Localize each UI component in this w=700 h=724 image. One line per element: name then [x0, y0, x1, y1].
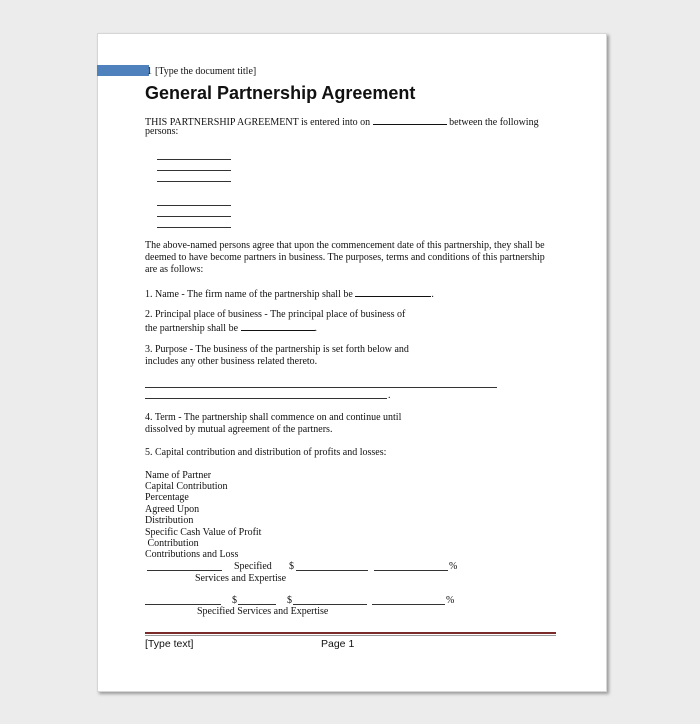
person-blank[interactable] [157, 205, 231, 206]
amount-blank[interactable] [238, 604, 276, 605]
dollar-sign: $ [287, 595, 292, 606]
specified-label: Specified [234, 561, 272, 572]
footer-rule [145, 632, 556, 634]
purpose-blank[interactable] [145, 398, 387, 399]
purpose-blank[interactable] [145, 387, 497, 388]
intro-line-2: persons: [145, 126, 179, 137]
header-accent-bar [97, 65, 149, 76]
item-capital-line: 5. Capital contribution and distribution of profits and losses: [145, 447, 387, 458]
item-place-line-2 [145, 321, 317, 334]
paragraph-line: are as follows: [145, 264, 204, 275]
period: . [431, 289, 434, 300]
paragraph-line: The above-named persons agree that upon the commencement date of this partnership, they shall be [145, 240, 545, 251]
intro-line-1 [145, 115, 539, 128]
dollar-sign: $ [232, 595, 237, 606]
period: . [314, 323, 318, 334]
person-blank[interactable] [157, 227, 231, 228]
person-blank[interactable] [157, 181, 231, 182]
column-label: Specific Cash Value of Profit [145, 527, 262, 538]
amount-blank[interactable] [296, 570, 368, 571]
partner-name-blank[interactable] [147, 570, 222, 571]
person-blank[interactable] [157, 159, 231, 160]
column-label: Capital Contribution [145, 481, 228, 492]
header-number: 1 [147, 66, 152, 77]
partner-name-blank[interactable] [145, 604, 221, 605]
percent-sign: % [446, 595, 455, 606]
amount-blank[interactable] [293, 604, 367, 605]
place-blank[interactable] [241, 321, 315, 331]
footer-rule-thin [145, 635, 556, 636]
intro-text-a: THIS PARTNERSHIP AGREEMENT is entered into on [145, 117, 371, 128]
dollar-sign: $ [289, 561, 294, 572]
page-title: General Partnership Agreement [145, 83, 416, 103]
item-name [145, 287, 434, 300]
paragraph-line: deemed to have become partners in business. The purposes, terms and conditions of this partnership [145, 252, 545, 263]
item-place-text: the partnership shall be [145, 323, 239, 334]
row-sub-label: Specified Services and Expertise [197, 606, 329, 617]
intro-text-b: between the following [449, 117, 539, 128]
period: . [388, 390, 391, 401]
item-purpose-line-2: includes any other business related thereto. [145, 356, 318, 367]
person-blank[interactable] [157, 216, 231, 217]
item-place-line-1: 2. Principal place of business - The principal place of business of [145, 309, 406, 320]
footer-left-text[interactable]: [Type text] [145, 638, 194, 650]
column-label: Percentage [145, 492, 189, 503]
column-label: Contribution [145, 538, 199, 549]
column-label: Agreed Upon [145, 504, 200, 515]
percent-blank[interactable] [374, 570, 448, 571]
percent-sign: % [449, 561, 458, 572]
percent-blank[interactable] [372, 604, 445, 605]
item-term-line-2: dissolved by mutual agreement of the partners. [145, 424, 333, 435]
row-sub-label: Services and Expertise [195, 573, 287, 584]
item-name-text: 1. Name - The firm name of the partnership shall be [145, 289, 353, 300]
column-label: Contributions and Loss [145, 549, 239, 560]
date-blank[interactable] [373, 115, 447, 125]
column-label: Distribution [145, 515, 194, 526]
document-title-placeholder[interactable]: [Type the document title] [155, 66, 257, 77]
item-term-line-1: 4. Term - The partnership shall commence on and continue until [145, 412, 402, 423]
person-blank[interactable] [157, 170, 231, 171]
firm-name-blank[interactable] [355, 287, 431, 297]
item-purpose-line-1: 3. Purpose - The business of the partnership is set forth below and [145, 344, 409, 355]
column-label: Name of Partner [145, 470, 212, 481]
page-number: Page 1 [321, 638, 355, 650]
